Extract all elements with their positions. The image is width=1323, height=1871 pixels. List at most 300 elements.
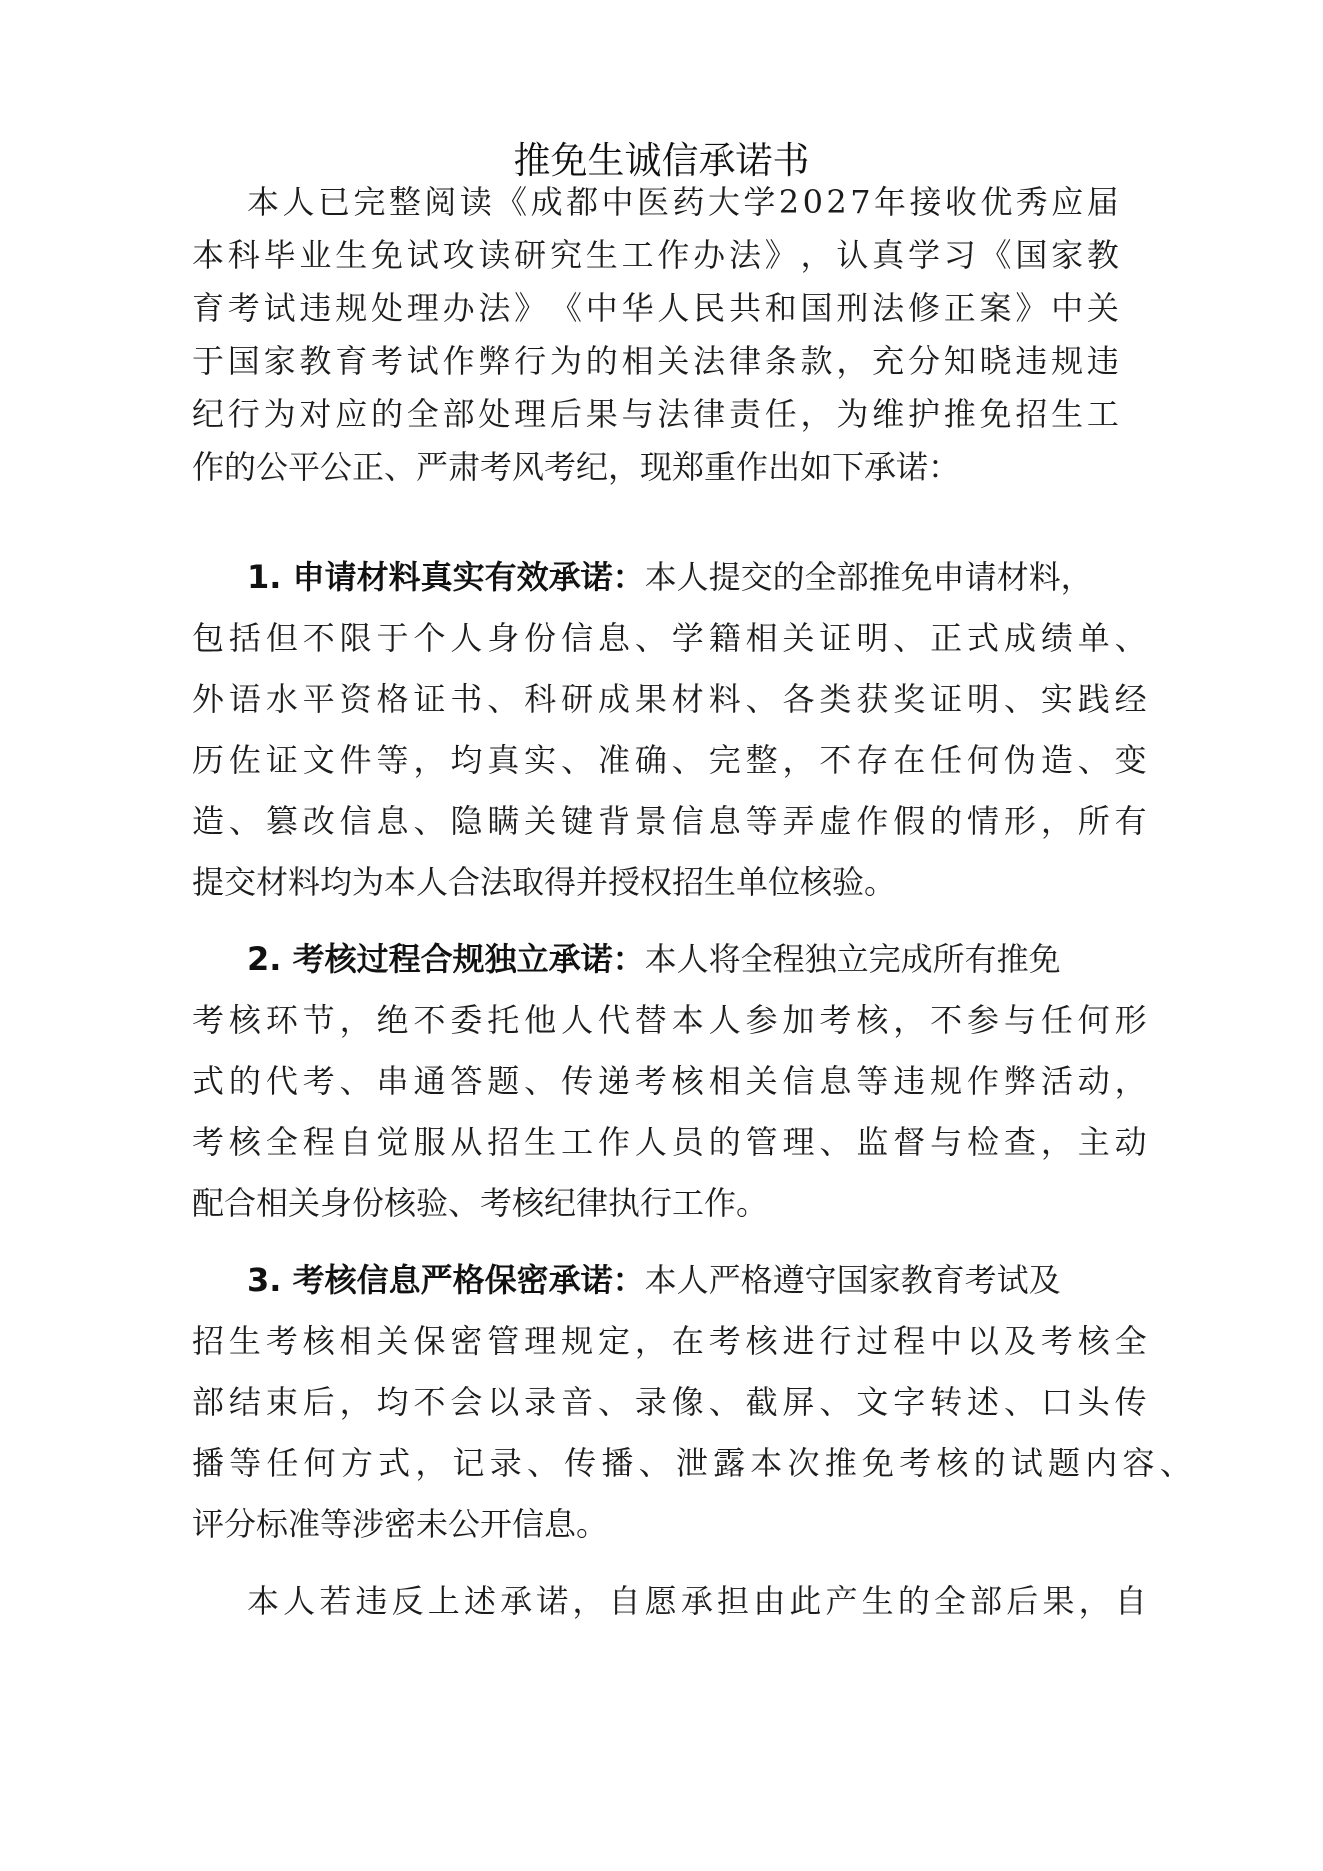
glyph: 试 — [406, 236, 439, 274]
glyph: 、 — [1003, 680, 1036, 718]
glyph: 息 — [597, 619, 630, 657]
glyph: 传 — [561, 1062, 594, 1100]
glyph: 规 — [561, 1322, 594, 1360]
glyph: 攻 — [442, 236, 475, 274]
glyph: 后 — [1006, 1582, 1039, 1620]
glyph: 转 — [930, 1383, 963, 1421]
glyph: 生 — [585, 236, 618, 274]
glyph: 存 — [856, 741, 889, 779]
glyph: 证 — [930, 680, 963, 718]
glyph: 部 — [970, 1582, 1003, 1620]
glyph: 为 — [263, 395, 296, 433]
glyph: 育 — [192, 289, 225, 327]
commitment-2-first-line — [247, 934, 1147, 984]
glyph: 核 — [936, 1444, 969, 1482]
glyph: 等 — [745, 802, 778, 840]
glyph: 录 — [489, 1444, 522, 1482]
glyph: 后 — [549, 395, 582, 433]
glyph: ， — [572, 1582, 605, 1620]
glyph: 的 — [585, 342, 618, 380]
glyph: 案 — [979, 289, 1012, 327]
glyph: 何 — [303, 1444, 336, 1482]
commitment-2-first-line-text — [247, 934, 1061, 984]
glyph: 、 — [487, 680, 520, 718]
glyph: 括 — [228, 619, 261, 657]
glyph: 任 — [764, 395, 797, 433]
glyph: 违 — [299, 289, 332, 327]
glyph: 、 — [561, 741, 594, 779]
glyph: 上 — [427, 1582, 460, 1620]
glyph: 认 — [836, 236, 869, 274]
glyph: 件 — [339, 741, 372, 779]
glyph: 试 — [406, 342, 439, 380]
commitment-1-line-text: 提交材料均为本人合法取得并授权招生单位核验。 — [192, 863, 897, 901]
glyph: 及 — [1003, 1322, 1036, 1360]
glyph: 口 — [1040, 1383, 1073, 1421]
glyph: 截 — [745, 1383, 778, 1421]
commitment-1-line — [192, 735, 1147, 785]
glyph: 正 — [930, 619, 963, 657]
glyph: 瞒 — [487, 802, 520, 840]
glyph: ， — [800, 395, 833, 433]
glyph: 录 — [634, 1383, 667, 1421]
glyph: 资 — [339, 680, 372, 718]
glyph: 任 — [930, 741, 963, 779]
glyph: ， — [634, 1322, 667, 1360]
glyph: 对 — [299, 395, 332, 433]
glyph: 不 — [413, 1001, 446, 1039]
glyph: 屏 — [782, 1383, 815, 1421]
glyph: 2 — [778, 183, 800, 221]
glyph: 学 — [671, 619, 704, 657]
glyph: 护 — [907, 395, 940, 433]
glyph: 隐 — [450, 802, 483, 840]
glyph: 佐 — [228, 741, 261, 779]
glyph: 动 — [1077, 1062, 1110, 1100]
glyph: 次 — [787, 1444, 820, 1482]
glyph: 与 — [930, 1123, 963, 1161]
glyph: 弄 — [782, 802, 815, 840]
glyph: 述 — [967, 1383, 1000, 1421]
glyph: ， — [339, 1383, 372, 1421]
glyph: 核 — [228, 1123, 261, 1161]
glyph: 家 — [1051, 236, 1084, 274]
glyph: 人 — [561, 1001, 594, 1039]
glyph: 但 — [265, 619, 298, 657]
glyph: 违 — [355, 1582, 388, 1620]
glyph: 托 — [487, 1001, 520, 1039]
glyph: 接 — [909, 183, 942, 221]
glyph: 、 — [1159, 1444, 1192, 1482]
glyph: 他 — [524, 1001, 557, 1039]
commitment-1-line — [192, 796, 1147, 846]
glyph: 自 — [1114, 1582, 1147, 1620]
glyph: 作 — [967, 1062, 1000, 1100]
glyph: 记 — [452, 1444, 485, 1482]
glyph: 、 — [819, 1383, 852, 1421]
glyph: 书 — [450, 680, 483, 718]
glyph: 处 — [478, 395, 511, 433]
glyph: 推 — [824, 1444, 857, 1482]
glyph: 人 — [450, 619, 483, 657]
glyph: 代 — [265, 1062, 298, 1100]
commitment-1-first-line-text — [247, 552, 1093, 602]
glyph: 以 — [967, 1322, 1000, 1360]
glyph: 律 — [728, 342, 761, 380]
glyph: 收 — [944, 183, 977, 221]
glyph: 本 — [247, 1582, 280, 1620]
glyph: 题 — [1048, 1444, 1081, 1482]
glyph: 参 — [967, 1001, 1000, 1039]
glyph: 免 — [370, 236, 403, 274]
glyph: 果 — [634, 680, 667, 718]
glyph: 国 — [227, 342, 260, 380]
glyph: 方 — [340, 1444, 373, 1482]
glyph: 和 — [764, 289, 797, 327]
glyph: 类 — [819, 680, 852, 718]
glyph: 以 — [487, 1383, 520, 1421]
glyph: 理 — [782, 1123, 815, 1161]
glyph: 音 — [561, 1383, 594, 1421]
glyph: 的 — [708, 1123, 741, 1161]
glyph: 本 — [750, 1444, 783, 1482]
glyph: 工 — [1086, 395, 1119, 433]
glyph: 信 — [782, 1062, 815, 1100]
glyph: 管 — [745, 1123, 778, 1161]
glyph: 违 — [893, 1062, 926, 1100]
intro-line — [247, 177, 1119, 227]
glyph: 露 — [713, 1444, 746, 1482]
glyph: 格 — [376, 680, 409, 718]
glyph: 式 — [378, 1444, 411, 1482]
glyph: 各 — [782, 680, 815, 718]
glyph: 自 — [608, 1582, 641, 1620]
glyph: 》 — [1015, 289, 1048, 327]
glyph: 核 — [302, 1322, 335, 1360]
glyph: 生 — [228, 1322, 261, 1360]
glyph: 定 — [597, 1322, 630, 1360]
glyph: 述 — [463, 1582, 496, 1620]
glyph: 、 — [634, 619, 667, 657]
glyph: 与 — [1003, 1001, 1036, 1039]
commitment-1-first-line — [247, 552, 1172, 602]
glyph: 监 — [856, 1123, 889, 1161]
glyph: 容 — [1122, 1444, 1155, 1482]
glyph: 考 — [302, 1062, 335, 1100]
glyph: 大 — [707, 183, 740, 221]
glyph: 规 — [930, 1062, 963, 1100]
glyph: 明 — [967, 680, 1000, 718]
glyph: 处 — [370, 289, 403, 327]
document-title: 推免生诚信承诺书 — [513, 139, 810, 182]
glyph: 关 — [657, 342, 690, 380]
glyph: 材 — [671, 680, 704, 718]
glyph: 头 — [1077, 1383, 1110, 1421]
glyph: 国 — [1015, 236, 1048, 274]
glyph: 理 — [406, 289, 439, 327]
glyph: 中 — [1051, 289, 1084, 327]
commitment-2-line — [192, 995, 1147, 1045]
glyph: 人 — [282, 183, 315, 221]
glyph: 药 — [672, 183, 705, 221]
glyph: 语 — [228, 680, 261, 718]
glyph: 规 — [335, 289, 368, 327]
glyph: 会 — [450, 1383, 483, 1421]
glyph: 业 — [299, 236, 332, 274]
intro-line — [192, 442, 1119, 492]
glyph: 、 — [526, 1444, 559, 1482]
glyph: 信 — [671, 802, 704, 840]
glyph: 像 — [671, 1383, 704, 1421]
glyph: 考 — [1040, 1322, 1073, 1360]
glyph: 知 — [943, 342, 976, 380]
glyph: 免 — [979, 395, 1012, 433]
glyph: 法 — [478, 289, 511, 327]
commitment-3-line-text: 评分标准等涉密未公开信息。 — [192, 1505, 609, 1543]
glyph: 教 — [299, 342, 332, 380]
glyph: 于 — [192, 342, 225, 380]
glyph: 查 — [1003, 1123, 1036, 1161]
glyph: 作 — [597, 1123, 630, 1161]
glyph: 充 — [872, 342, 905, 380]
glyph: 核 — [671, 1062, 704, 1100]
glyph: 整 — [388, 183, 421, 221]
glyph: 递 — [597, 1062, 630, 1100]
glyph: 传 — [564, 1444, 597, 1482]
glyph: 核 — [228, 1001, 261, 1039]
glyph: 管 — [487, 1322, 520, 1360]
commitment-3-first-line-text — [247, 1255, 1061, 1305]
glyph: 承 — [680, 1582, 713, 1620]
glyph: 文 — [302, 741, 335, 779]
glyph: 考 — [634, 1062, 667, 1100]
glyph: 修 — [907, 289, 940, 327]
glyph: 《 — [549, 289, 582, 327]
glyph: 国 — [800, 289, 833, 327]
glyph: 通 — [413, 1062, 446, 1100]
glyph: 考 — [370, 342, 403, 380]
glyph: 规 — [1051, 342, 1084, 380]
glyph: 在 — [893, 741, 926, 779]
glyph: 刑 — [836, 289, 869, 327]
glyph: 环 — [265, 1001, 298, 1039]
glyph: 理 — [514, 395, 547, 433]
glyph: 行 — [514, 342, 547, 380]
glyph: 内 — [1085, 1444, 1118, 1482]
glyph: 籍 — [708, 619, 741, 657]
intro-line — [192, 283, 1119, 333]
glyph: 键 — [561, 802, 594, 840]
glyph: 诺 — [536, 1582, 569, 1620]
glyph: 研 — [514, 236, 547, 274]
glyph: 息 — [819, 1062, 852, 1100]
glyph: 平 — [302, 680, 335, 718]
glyph: 人 — [634, 1123, 667, 1161]
glyph: 反 — [391, 1582, 424, 1620]
glyph: 、 — [1077, 741, 1110, 779]
glyph: 中 — [585, 289, 618, 327]
glyph: 于 — [376, 619, 409, 657]
glyph: 核 — [856, 1001, 889, 1039]
glyph: 变 — [1114, 741, 1147, 779]
commitment-3-line — [192, 1316, 1147, 1366]
glyph: 免 — [861, 1444, 894, 1482]
glyph: 此 — [789, 1582, 822, 1620]
glyph: 造 — [192, 802, 225, 840]
glyph: 承 — [500, 1582, 533, 1620]
glyph: 外 — [192, 680, 225, 718]
glyph: 束 — [265, 1383, 298, 1421]
commitment-3-line — [192, 1377, 1147, 1427]
glyph: 证 — [819, 619, 852, 657]
closing-line — [247, 1576, 1147, 1626]
glyph: 相 — [339, 1322, 372, 1360]
glyph: 试 — [1010, 1444, 1043, 1482]
glyph: 、 — [228, 802, 261, 840]
glyph: 伪 — [1003, 741, 1036, 779]
glyph: 办 — [442, 289, 475, 327]
glyph: 假 — [893, 802, 926, 840]
glyph: 理 — [524, 1322, 557, 1360]
glyph: 正 — [943, 289, 976, 327]
glyph: 生 — [1051, 395, 1084, 433]
glyph: 传 — [1114, 1383, 1147, 1421]
glyph: 的 — [973, 1444, 1006, 1482]
glyph: 中 — [930, 1322, 963, 1360]
glyph: 毕 — [263, 236, 296, 274]
glyph: 关 — [376, 1322, 409, 1360]
glyph: 限 — [339, 619, 372, 657]
glyph: 晓 — [979, 342, 1012, 380]
glyph: 准 — [597, 741, 630, 779]
glyph: 料 — [708, 680, 741, 718]
glyph: 核 — [745, 1322, 778, 1360]
glyph: 串 — [376, 1062, 409, 1100]
glyph: 届 — [1086, 183, 1119, 221]
glyph: 程 — [302, 1123, 335, 1161]
glyph: 、 — [339, 1062, 372, 1100]
glyph: 、 — [524, 1062, 557, 1100]
glyph: 行 — [227, 395, 260, 433]
glyph: 经 — [1114, 680, 1147, 718]
glyph: 、 — [819, 1123, 852, 1161]
glyph: 身 — [487, 619, 520, 657]
glyph: 工 — [621, 236, 654, 274]
glyph: 字 — [893, 1383, 926, 1421]
commitment-3-heading: 3. 考核信息严格保密承诺： — [247, 1261, 645, 1299]
glyph: 、 — [413, 802, 446, 840]
glyph: 改 — [302, 802, 335, 840]
glyph: 等 — [376, 741, 409, 779]
glyph: 法 — [728, 236, 761, 274]
glyph: 本 — [247, 183, 280, 221]
glyph: 读 — [478, 236, 511, 274]
commitment-2-line — [192, 1056, 1147, 1106]
glyph: 单 — [1077, 619, 1110, 657]
glyph: 教 — [1086, 236, 1119, 274]
glyph: 员 — [671, 1123, 704, 1161]
glyph: 均 — [376, 1383, 409, 1421]
intro-line-text: 作的公平公正、严肃考风考纪，现郑重作出如下承诺： — [192, 448, 961, 486]
glyph: 信 — [561, 619, 594, 657]
glyph: 景 — [634, 802, 667, 840]
glyph: 人 — [657, 289, 690, 327]
glyph: 华 — [621, 289, 654, 327]
glyph: ， — [800, 236, 833, 274]
commitment-3-line — [192, 1499, 1147, 1549]
glyph: 家 — [263, 342, 296, 380]
glyph: 整 — [745, 741, 778, 779]
glyph: ， — [339, 1001, 372, 1039]
glyph: 弊 — [1003, 1062, 1036, 1100]
glyph: 全 — [406, 395, 439, 433]
glyph: 背 — [597, 802, 630, 840]
glyph: 委 — [450, 1001, 483, 1039]
glyph: 生 — [861, 1582, 894, 1620]
glyph: 部 — [192, 1383, 225, 1421]
glyph: 关 — [782, 619, 815, 657]
glyph: 不 — [819, 741, 852, 779]
glyph: 成 — [1003, 619, 1036, 657]
glyph: 弊 — [478, 342, 511, 380]
glyph: 全 — [1114, 1322, 1147, 1360]
glyph: 分 — [907, 342, 940, 380]
glyph: ， — [893, 1001, 926, 1039]
glyph: 《 — [495, 183, 528, 221]
glyph: 有 — [1114, 802, 1147, 840]
glyph: 均 — [450, 741, 483, 779]
glyph: 成 — [530, 183, 563, 221]
glyph: 责 — [728, 395, 761, 433]
glyph: 关 — [524, 802, 557, 840]
commitment-1-lead: 本人提交的全部推免申请材料， — [644, 558, 1093, 596]
glyph: 真 — [872, 236, 905, 274]
glyph: 学 — [743, 183, 776, 221]
commitment-2-lead: 本人将全程独立完成所有推免 — [644, 940, 1061, 978]
glyph: 学 — [907, 236, 940, 274]
glyph: 保 — [413, 1322, 446, 1360]
glyph: 相 — [745, 619, 778, 657]
glyph: 已 — [317, 183, 350, 221]
glyph: ， — [782, 741, 815, 779]
glyph: 加 — [782, 1001, 815, 1039]
glyph: ， — [1078, 1582, 1111, 1620]
glyph: 果 — [1042, 1582, 1075, 1620]
glyph: 泄 — [675, 1444, 708, 1482]
glyph: 担 — [717, 1582, 750, 1620]
glyph: 人 — [283, 1582, 316, 1620]
glyph: 共 — [728, 289, 761, 327]
glyph: 、 — [1003, 1383, 1036, 1421]
glyph: 任 — [266, 1444, 299, 1482]
glyph: 办 — [693, 236, 726, 274]
glyph: 明 — [856, 619, 889, 657]
glyph: 所 — [1077, 802, 1110, 840]
glyph: 检 — [967, 1123, 1000, 1161]
glyph: 部 — [442, 395, 475, 433]
glyph: 果 — [585, 395, 618, 433]
glyph: 等 — [856, 1062, 889, 1100]
glyph: 考 — [192, 1001, 225, 1039]
glyph: 播 — [601, 1444, 634, 1482]
glyph: 绝 — [376, 1001, 409, 1039]
glyph: 科 — [524, 680, 557, 718]
glyph: 、 — [671, 741, 704, 779]
glyph: 工 — [561, 1123, 594, 1161]
glyph: 形 — [1114, 1001, 1147, 1039]
glyph: 获 — [856, 680, 889, 718]
glyph: 历 — [192, 741, 225, 779]
